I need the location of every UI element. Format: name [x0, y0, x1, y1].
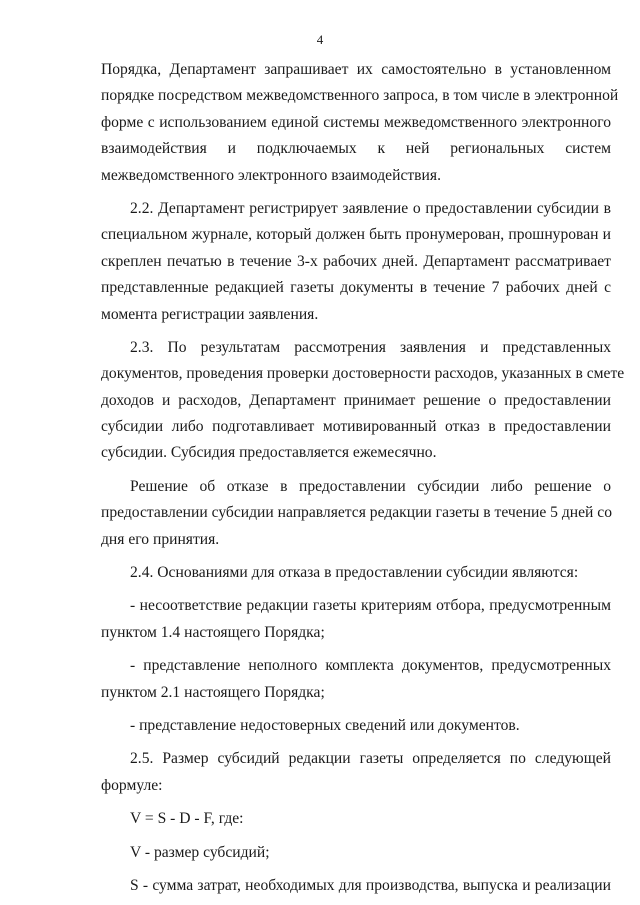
page-number: 4	[316, 32, 324, 47]
text-line: взаимодействия и подключаемых к ней региональных систем	[101, 140, 611, 158]
text-line: предоставлении субсидии направляется редакции газеты в течение 5 дней со	[101, 504, 613, 522]
text-line: субсидии. Субсидия предоставляется ежемесячно.	[101, 444, 437, 462]
text-line: Решение об отказе в предоставлении субсидии либо решение о	[130, 477, 611, 495]
text-line: порядке посредством межведомственного запроса, в том числе в электронной	[101, 87, 619, 105]
list-item-refusal-ground	[101, 713, 611, 739]
paragraph-continuation	[101, 57, 619, 189]
text-line: 2.4. Основаниями для отказа в предоставлении субсидии являются:	[130, 564, 579, 582]
text-line: 2.2. Департамент регистрирует заявление о предоставлении субсидии в	[130, 199, 611, 217]
text-line: момента регистрации заявления.	[101, 305, 319, 323]
paragraph-2-2	[101, 196, 611, 328]
formula-term-s	[101, 873, 611, 899]
text-line: - представление неполного комплекта документов, предусмотренных	[130, 657, 611, 675]
list-item-refusal-ground	[101, 653, 611, 706]
text-line: Порядка, Департамент запрашивает их самостоятельно в установленном	[101, 61, 611, 78]
text-line: форме с использованием единой системы межведомственного электронного	[101, 113, 611, 131]
paragraph-refusal-decision	[101, 474, 611, 553]
paragraph-2-3	[101, 335, 625, 467]
text-line: доходов и расходов, Департамент принимает решение о предоставлении	[101, 391, 611, 409]
text-line: представленные редакцией газеты документы в течение 7 рабочих дней с	[101, 279, 611, 297]
text-line: межведомственного электронного взаимодействия.	[101, 166, 441, 184]
text-line: дня его принятия.	[101, 530, 220, 548]
text-line: 2.3. По результатам рассмотрения заявления и представленных	[130, 338, 611, 356]
text-line: пунктом 1.4 настоящего Порядка;	[101, 623, 325, 641]
text-line: V = S - D - F, где:	[130, 810, 244, 828]
text-line: S - сумма затрат, необходимых для производства, выпуска и реализации	[130, 876, 611, 894]
formula	[101, 806, 611, 832]
text-line: специальном журнале, который должен быть пронумерован, прошнурован и	[101, 226, 611, 244]
text-line: документов, проведения проверки достоверности расходов, указанных в смете	[101, 365, 625, 383]
document-body	[101, 57, 625, 899]
text-line: V - размер субсидий;	[130, 843, 270, 861]
list-item-refusal-ground	[101, 593, 611, 646]
text-line: 2.5. Размер субсидий редакции газеты определяется по следующей	[130, 750, 611, 768]
text-line: - представление недостоверных сведений или документов.	[130, 716, 520, 734]
text-line: скреплен печатью в течение 3-х рабочих дней. Департамент рассматривает	[101, 252, 611, 270]
text-line: пунктом 2.1 настоящего Порядка;	[101, 683, 325, 701]
text-line: субсидии либо подготавливает мотивированный отказ в предоставлении	[101, 418, 611, 436]
text-line: - несоответствие редакции газеты критериям отбора, предусмотренным	[130, 597, 611, 615]
formula-term-v	[101, 840, 611, 866]
paragraph-2-4	[101, 560, 611, 586]
text-line: формуле:	[101, 776, 163, 794]
paragraph-2-5	[101, 746, 611, 799]
